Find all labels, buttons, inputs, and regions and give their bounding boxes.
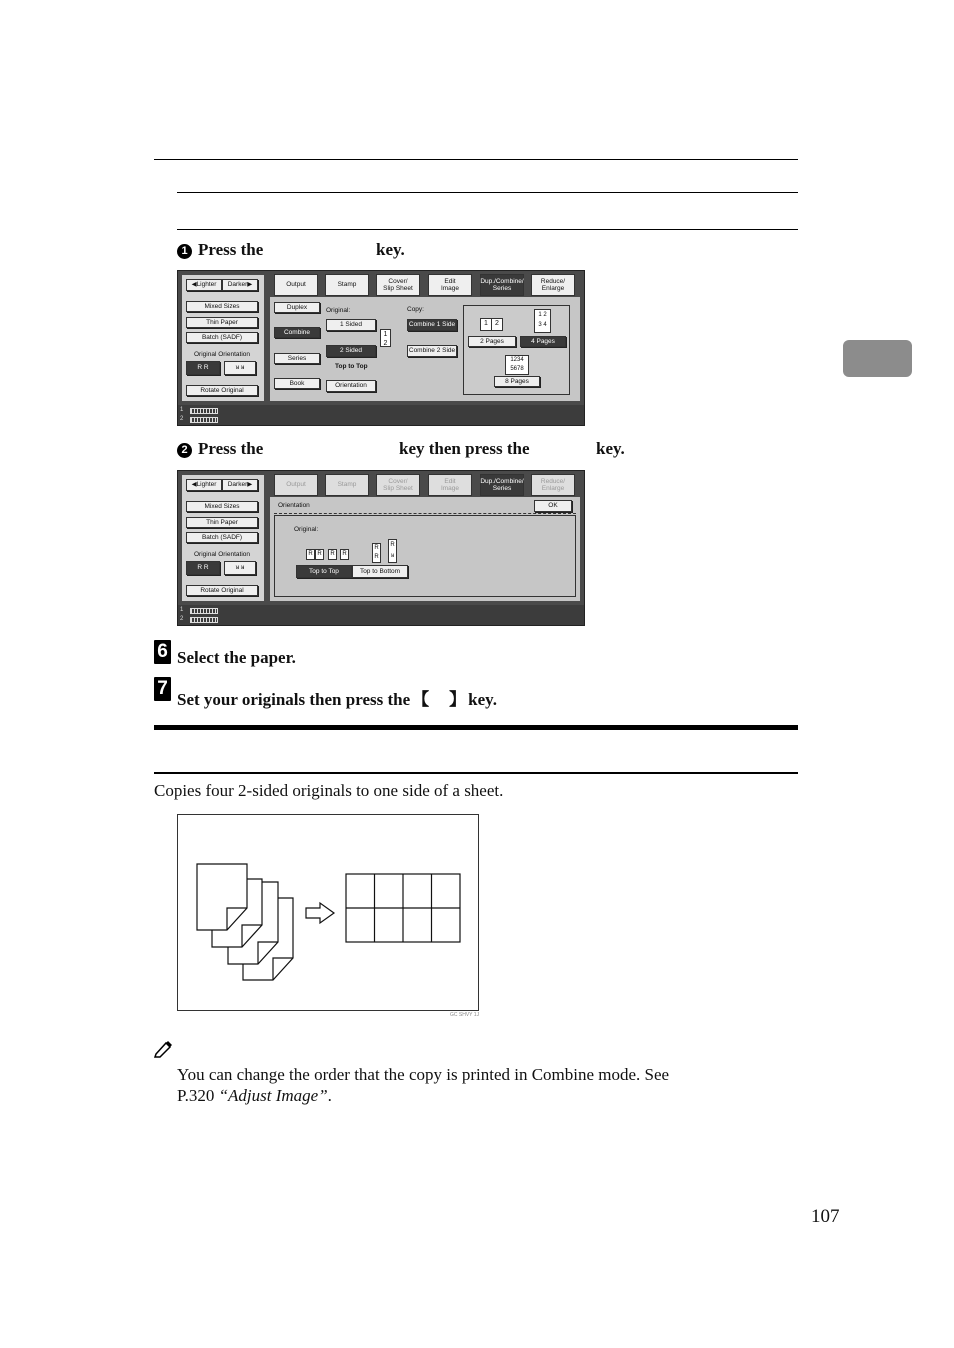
original-orientation-label: Original Orientation — [194, 551, 250, 558]
substep-2 — [177, 439, 263, 459]
tray-2-icon — [190, 617, 218, 623]
step-7-key-text: key. — [468, 690, 497, 709]
substep-2-text-3: key. — [596, 439, 625, 458]
top-to-top-icon-3: R — [328, 549, 337, 560]
combine-diagram — [178, 815, 478, 1010]
mixed-sizes-button[interactable]: Mixed Sizes — [186, 301, 258, 312]
combine-figure — [177, 814, 479, 1011]
eight-pages-button[interactable]: 8 Pages — [494, 376, 540, 387]
tab-dup-combine-series[interactable]: Dup./Combine/ Series — [480, 274, 524, 296]
tab-stamp[interactable]: Stamp — [325, 474, 369, 496]
ok-button[interactable]: OK — [534, 500, 572, 512]
substep-2-text: Press the — [198, 439, 264, 458]
substep-1-key-text: key. — [376, 240, 405, 259]
tray-2-icon — [190, 417, 218, 423]
tray-1-label: 1 — [180, 407, 184, 413]
tray-1-icon — [190, 608, 218, 614]
two-pages-button[interactable]: 2 Pages — [468, 336, 516, 347]
orientation-portrait-button[interactable]: R R — [186, 561, 220, 575]
two-page-icon-2: 2 — [491, 318, 503, 331]
rotate-original-button[interactable]: Rotate Original — [186, 385, 258, 396]
left-side-panel — [182, 275, 264, 401]
duplex-page-icon: 1 2 — [380, 329, 391, 347]
note-ref-page: P.320 — [177, 1086, 215, 1105]
lighter-button[interactable]: ◀ Lighter — [186, 479, 222, 491]
chapter-tab-marker — [843, 340, 912, 377]
key-bracket-open: 【 — [412, 690, 430, 709]
step-7-text — [177, 685, 497, 710]
duplex-button[interactable]: Duplex — [274, 302, 320, 313]
tab-cover-slip[interactable]: Cover/ Slip Sheet — [376, 474, 420, 496]
arrow-icon — [306, 903, 334, 923]
note-ref-title: “Adjust Image” — [218, 1086, 328, 1105]
substep-2-number: 2 — [177, 443, 192, 458]
header-rule-top — [154, 159, 798, 160]
step-7-label: Set your originals then press the — [177, 690, 411, 709]
status-bar-2 — [178, 605, 584, 625]
note-text: You can change the order that the copy is printed in Combine mode. See — [177, 1065, 670, 1084]
top-to-top-icon-4: R — [340, 549, 349, 560]
combine-button[interactable]: Combine — [274, 327, 320, 338]
combine-1-side-button[interactable]: Combine 1 Side — [407, 319, 457, 331]
header-rule-2 — [177, 192, 798, 193]
tray-2-label: 2 — [180, 616, 184, 622]
tab-output[interactable]: Output — [274, 274, 318, 296]
original-label: Original: — [326, 307, 351, 314]
four-page-icon: 1 2 3 4 — [534, 309, 551, 333]
screenshot-combine-panel — [177, 270, 585, 426]
tab-reduce-enlarge[interactable]: Reduce/ Enlarge — [531, 474, 575, 496]
key-bracket-close: 】 — [449, 690, 467, 709]
darker-button[interactable]: Darker ▶ — [222, 479, 258, 491]
four-pages-button[interactable]: 4 Pages — [520, 336, 566, 347]
batch-sadf-button[interactable]: Batch (SADF) — [186, 332, 258, 343]
section-rule-thin — [154, 772, 798, 774]
left-side-panel-2 — [182, 475, 264, 601]
substep-1-number: 1 — [177, 244, 192, 259]
combine-2-side-button[interactable]: Combine 2 Side — [407, 345, 457, 357]
tray-2-label: 2 — [180, 416, 184, 422]
section-rule-thick — [154, 725, 798, 730]
orientation-portrait-button[interactable]: R R — [186, 361, 220, 375]
original-label: Original: — [294, 526, 319, 533]
top-to-bottom-icon-1: R R — [372, 543, 381, 563]
top-to-top-button[interactable]: Top to Top — [296, 565, 352, 578]
thin-paper-button[interactable]: Thin Paper — [186, 317, 258, 328]
tab-edit-image[interactable]: Edit Image — [428, 274, 472, 296]
note-reference: P.320 “Adjust Image”. — [177, 1086, 332, 1105]
step-6-number: 6 — [154, 640, 171, 664]
two-page-icon-1: 1 — [480, 318, 492, 331]
figure-code: GC SHVY 1J — [450, 1012, 480, 1018]
top-to-top-icon-2: R — [315, 549, 324, 560]
rotate-original-button[interactable]: Rotate Original — [186, 585, 258, 596]
lighter-button[interactable]: ◀ Lighter — [186, 279, 222, 291]
header-rule-3 — [177, 229, 798, 230]
orientation-landscape-button[interactable]: ᴚ ᴚ — [224, 561, 256, 575]
status-bar — [178, 405, 584, 425]
thin-paper-button[interactable]: Thin Paper — [186, 517, 258, 528]
top-to-bottom-icon-2: R ᴚ — [388, 539, 397, 563]
substep-2-text-2: key then press the — [399, 439, 530, 458]
series-button[interactable]: Series — [274, 353, 320, 364]
dialog-divider — [274, 513, 576, 514]
substep-1 — [177, 240, 263, 260]
top-to-bottom-button[interactable]: Top to Bottom — [352, 565, 408, 578]
tray-1-icon — [190, 408, 218, 414]
top-to-top-label: Top to Top — [335, 363, 368, 370]
original-orientation-label: Original Orientation — [194, 351, 250, 358]
one-sided-button[interactable]: 1 Sided — [326, 319, 376, 331]
tab-output[interactable]: Output — [274, 474, 318, 496]
tab-dup-combine-series[interactable]: Dup./Combine/ Series — [480, 474, 524, 496]
step-6-text: Select the paper. — [177, 648, 296, 667]
book-button[interactable]: Book — [274, 378, 320, 389]
tab-cover-slip[interactable]: Cover/ Slip Sheet — [376, 274, 420, 296]
section-description: Copies four 2-sided originals to one side of a sheet. — [154, 781, 504, 800]
tray-1-label: 1 — [180, 607, 184, 613]
tab-edit-image[interactable]: Edit Image — [428, 474, 472, 496]
tab-reduce-enlarge[interactable]: Reduce/ Enlarge — [531, 274, 575, 296]
two-sided-button[interactable]: 2 Sided — [326, 345, 376, 357]
eight-page-icon: 1234 5678 — [505, 355, 529, 375]
screenshot-orientation-panel — [177, 470, 585, 626]
substep-1-text: Press the — [198, 240, 264, 259]
copy-label: Copy: — [407, 306, 424, 313]
note-pencil-icon — [154, 1040, 174, 1058]
tab-stamp[interactable]: Stamp — [325, 274, 369, 296]
orientation-landscape-button[interactable]: ᴚ ᴚ — [224, 361, 256, 375]
top-to-top-icon-1: R — [306, 549, 315, 560]
orientation-dialog-title: Orientation — [278, 502, 310, 509]
step-7-number: 7 — [154, 677, 171, 701]
page-number: 107 — [811, 1206, 840, 1227]
batch-sadf-button[interactable]: Batch (SADF) — [186, 532, 258, 543]
orientation-button[interactable]: Orientation — [326, 380, 376, 392]
mixed-sizes-button[interactable]: Mixed Sizes — [186, 501, 258, 512]
darker-button[interactable]: Darker ▶ — [222, 279, 258, 291]
